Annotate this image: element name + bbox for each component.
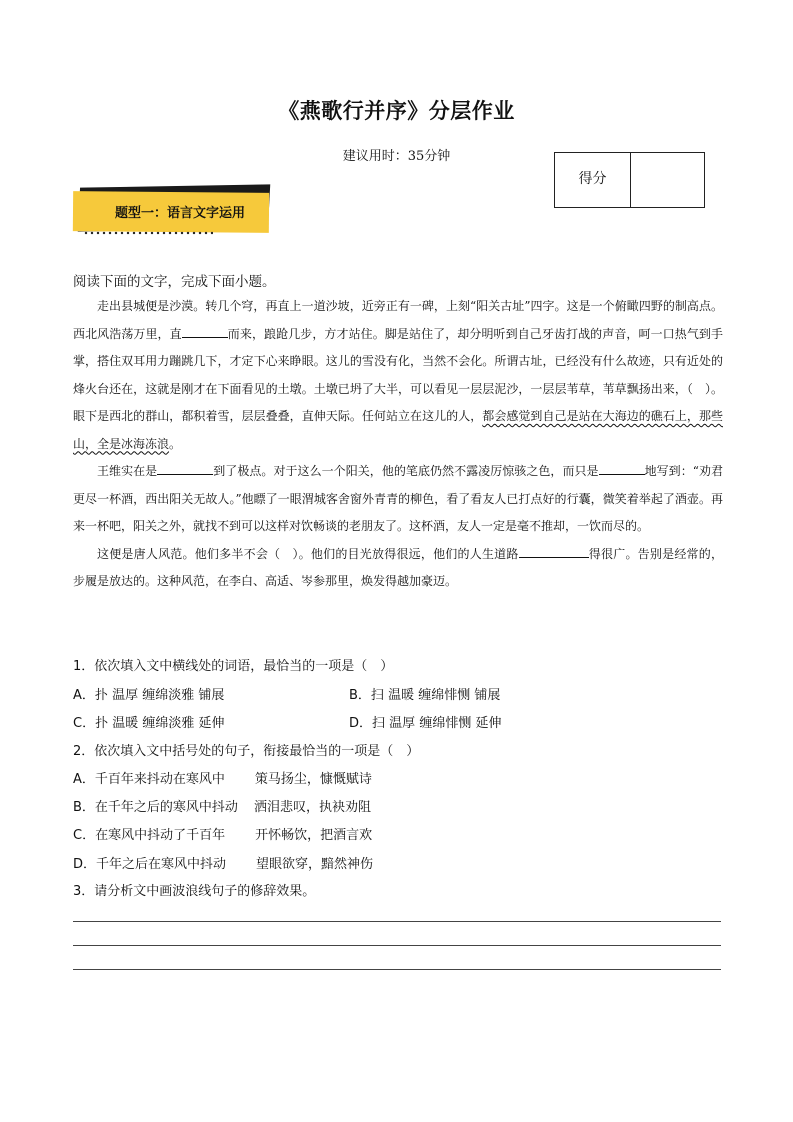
answer-line-3[interactable] xyxy=(73,969,721,970)
passage-text: 。 xyxy=(169,436,182,451)
q2-option-a[interactable]: A．千百年来抖动在寒风中 策马扬尘，慷慨赋诗 xyxy=(73,772,372,787)
reading-passage xyxy=(73,293,723,596)
fill-blank-4[interactable] xyxy=(519,542,589,558)
q1-option-d[interactable]: D．扫 温厚 缠绵悱恻 延伸 xyxy=(349,716,502,731)
passage-text: 得很广。告别是经常的，步履是放达的。这种风范，在李白、高适、岑参那里，焕发得越加豪迈。 xyxy=(73,546,723,588)
page-title: 《燕歌行并序》分层作业 xyxy=(278,98,515,123)
passage-text: 这便是唐人风范。他们多半不会（ ）。他们的目光放得很远，他们的人生道路 xyxy=(97,546,519,561)
passage-paragraph-2 xyxy=(73,458,723,541)
answer-line-1[interactable] xyxy=(73,921,721,922)
q1-option-c[interactable]: C．扑 温暖 缠绵淡雅 延伸 xyxy=(73,716,225,731)
answer-line-2[interactable] xyxy=(73,945,721,946)
wavy-underlined-sentence: 都会感觉到自己是站在大海边的礁石上，那些山，全是冰海冻浪 xyxy=(73,409,723,451)
question-3-stem: 3．请分析文中画波浪线句子的修辞效果。 xyxy=(73,884,316,899)
q1-option-a[interactable]: A．扑 温厚 缠绵淡雅 铺展 xyxy=(73,688,225,703)
score-box xyxy=(554,152,705,208)
question-2-stem: 2．依次填入文中括号处的句子，衔接最恰当的一项是（ ） xyxy=(73,744,420,759)
passage-text: 到了极点。对于这么一个阳关，他的笔底仍然不露凌厉惊骇之色，而只是 xyxy=(213,464,599,478)
fill-blank-1[interactable] xyxy=(182,322,228,338)
score-label: 得分 xyxy=(555,153,631,207)
q2-option-c[interactable]: C．在寒风中抖动了千百年 开怀畅饮，把酒言欢 xyxy=(73,828,373,843)
instruction: 阅读下面的文字，完成下面小题。 xyxy=(73,274,276,290)
q1-option-b[interactable]: B．扫 温暖 缠绵悱恻 铺展 xyxy=(349,688,501,703)
passage-text: 而来，踉跄几步，方才站住。脚是站住了，却分明听到自己牙齿打战的声音，呵一口热气到手掌，搭住双耳用力蹦跳几下，才定下心来睁眼。这儿的雪没有化，当然不会化。所谓古址，已经没有什么故迹，只有近处的烽火台还在，这就是刚才在下面看见的土墩。土墩已坍了大半，可以看见一层层泥沙，一层层苇草，苇草飘扬出来，（ ）。眼下是西北的群山，都积着雪，层层叠叠，直伸天际。任何站立在这儿的人， xyxy=(73,326,723,423)
q2-option-d[interactable]: D．千年之后在寒风中抖动 望眼欲穿，黯然神伤 xyxy=(73,857,374,872)
q2-option-b[interactable]: B．在千年之后的寒风中抖动 洒泪悲叹，执袂劝阻 xyxy=(73,800,371,815)
passage-paragraph-3 xyxy=(73,541,723,596)
passage-text: 走出县城便是沙漠。转几个穹，再直上一道沙坡，近旁正有一碑，上刻“阳关古址”四字。这是一个俯瞰四野的制高点。西北风浩荡万里，直 xyxy=(73,299,723,341)
section-banner xyxy=(73,186,273,236)
score-value-cell[interactable] xyxy=(631,153,704,207)
fill-blank-3[interactable] xyxy=(599,459,645,475)
section-label: 题型一：语言文字运用 xyxy=(115,206,246,221)
passage-paragraph-1 xyxy=(73,293,723,458)
suggested-time: 建议用时：35分钟 xyxy=(342,149,451,164)
passage-text: 地写到：“劝君更尽一杯酒，西出阳关无故人。”他瞟了一眼渭城客舍窗外青青的柳色，看了看友人已打点好的行囊，微笑着举起了酒壶。再来一杯吧，阳关之外，就找不到可以这样对饮畅谈的老朋友了。这杯酒，友人一定是毫不推却，一饮而尽的。 xyxy=(73,464,723,533)
passage-text: 王维实在是 xyxy=(97,464,158,478)
question-1-stem: 1．依次填入文中横线处的词语，最恰当的一项是（ ） xyxy=(73,659,394,674)
banner-dots xyxy=(83,230,213,236)
fill-blank-2[interactable] xyxy=(157,459,213,475)
